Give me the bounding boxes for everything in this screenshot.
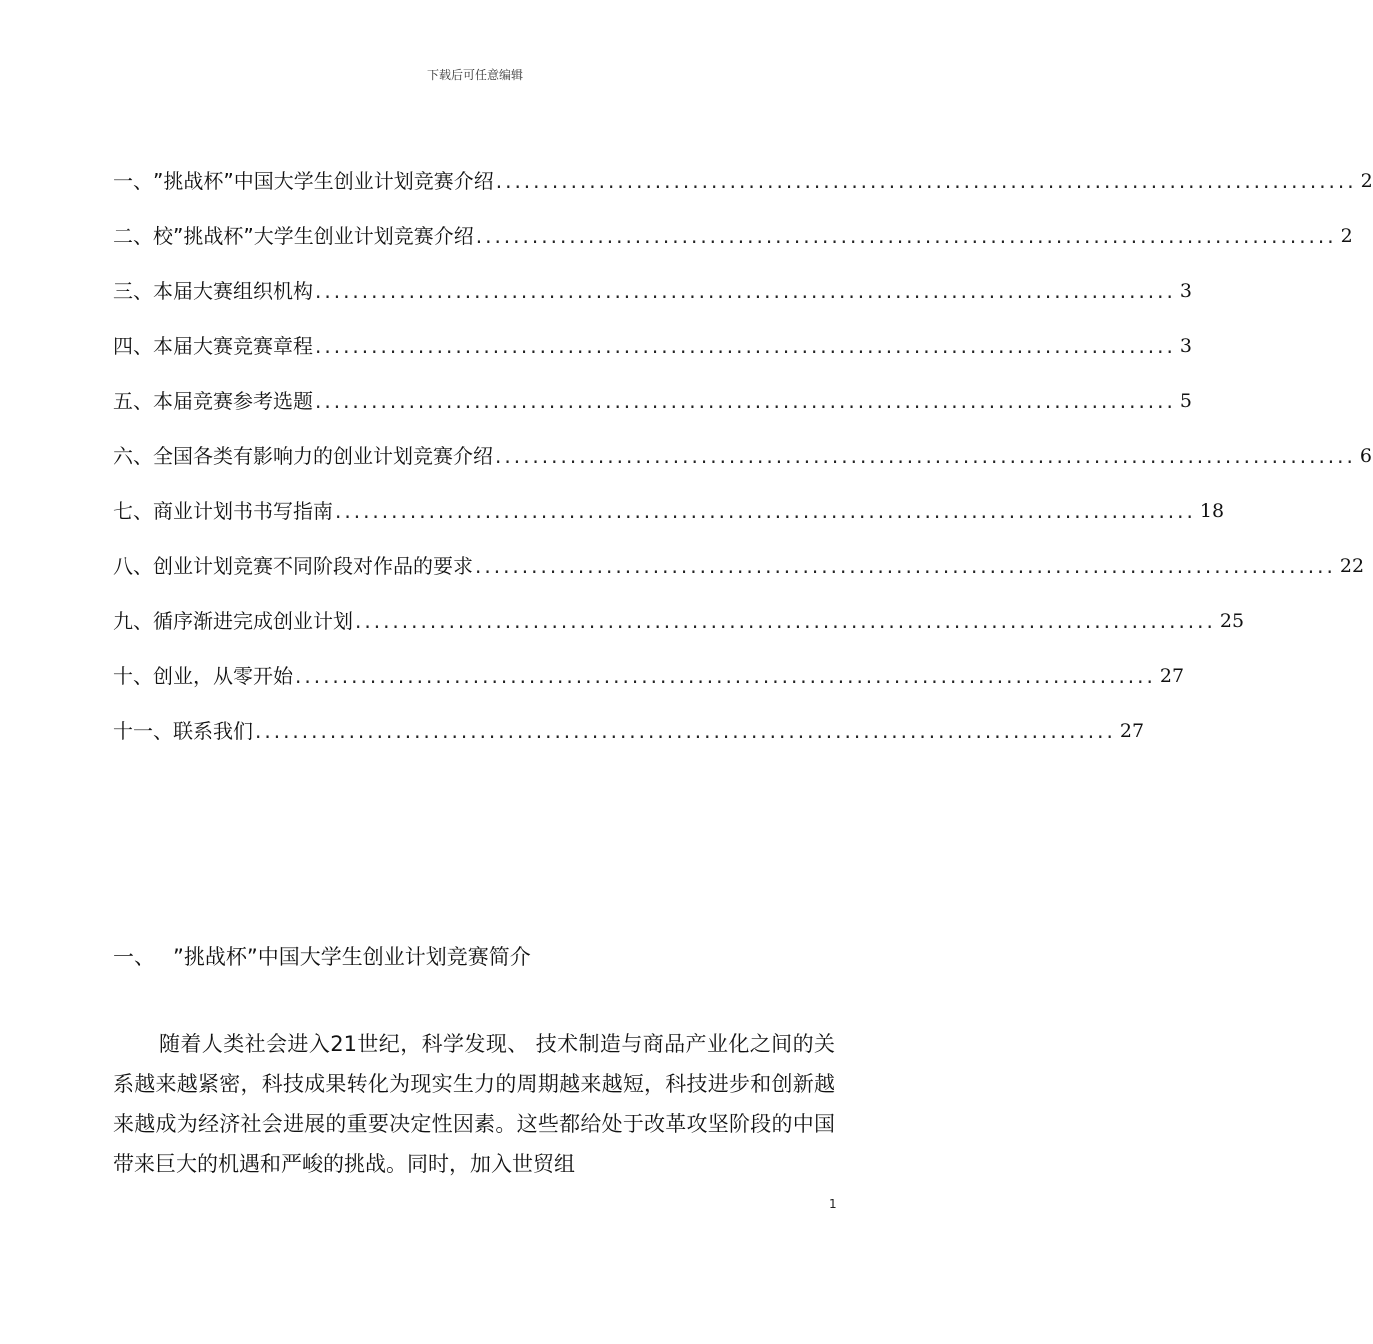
toc-entry-number: 七、 <box>113 498 153 523</box>
toc-entry-title: 本届大赛组织机构 <box>153 278 313 303</box>
toc-entry-title: 全国各类有影响力的创业计划竞赛介绍 <box>153 443 493 468</box>
toc-entry-title: 循序渐进完成创业计划 <box>153 608 353 633</box>
toc-entry-title: 创业计划竞赛不同阶段对作品的要求 <box>153 553 473 578</box>
section-number: 一、 <box>113 945 155 969</box>
toc-entry-number: 十一、 <box>113 718 173 743</box>
toc-leader-dots: ............................................................................................ <box>495 443 1356 468</box>
toc-leader-dots: ............................................................................................ <box>315 278 1176 303</box>
toc-entry[interactable] <box>113 593 1245 648</box>
toc-entry-page: 2 <box>1360 169 1373 192</box>
toc-entry-page: 2 <box>1340 224 1353 247</box>
page-number: 1 <box>829 1197 837 1211</box>
toc-entry-number: 四、 <box>113 333 153 358</box>
toc-leader-dots: ............................................................................................ <box>475 553 1336 578</box>
toc-entry[interactable] <box>113 428 1372 483</box>
section-title: ”挑战杯”中国大学生创业计划竞赛简介 <box>173 945 531 969</box>
toc-entry[interactable] <box>113 703 1145 758</box>
toc-entry-number: 八、 <box>113 553 153 578</box>
toc-entry-title: 创业，从零开始 <box>153 663 293 688</box>
toc-entry-number: 三、 <box>113 278 153 303</box>
toc-entry[interactable] <box>113 483 1225 538</box>
toc-entry-title: 联系我们 <box>173 718 253 743</box>
body-paragraph: 随着人类社会进入21世纪，科学发现、 技术制造与商品产业化之间的关系越来越紧密，科技成果转化为现实生力的周期越来越短，科技进步和创新越来越成为经济社会进展的重要决定性因素。这些都给处于改革攻坚阶段的中国带来巨大的机遇和严峻的挑战。同时，加入世贸组 <box>113 1032 835 1176</box>
toc-leader-dots: ............................................................................................ <box>315 333 1176 358</box>
toc-entry[interactable] <box>113 208 1353 263</box>
toc-entry[interactable] <box>113 373 1192 428</box>
toc-entry-number: 十、 <box>113 663 153 688</box>
toc-entry-page: 3 <box>1179 279 1192 302</box>
toc-entry-page: 6 <box>1359 444 1372 467</box>
section-heading <box>113 941 531 971</box>
toc-entry-page: 25 <box>1219 609 1245 632</box>
table-of-contents <box>113 153 1373 758</box>
toc-leader-dots: ............................................................................................ <box>315 388 1176 413</box>
toc-entry-page: 3 <box>1179 334 1192 357</box>
header-note: 下载后可任意编辑 <box>426 68 523 82</box>
toc-leader-dots: ............................................................................................ <box>495 168 1357 193</box>
toc-leader-dots: ............................................................................................ <box>255 718 1116 743</box>
toc-entry-title: 本届大赛竞赛章程 <box>153 333 313 358</box>
toc-entry[interactable] <box>113 318 1192 373</box>
toc-entry-page: 27 <box>1119 719 1145 742</box>
toc-entry-number: 六、 <box>113 443 153 468</box>
toc-leader-dots: ............................................................................................ <box>335 498 1196 523</box>
toc-entry-title: 校”挑战杯”大学生创业计划竞赛介绍 <box>153 223 474 248</box>
toc-entry-title: 商业计划书书写指南 <box>153 498 333 523</box>
toc-entry-page: 18 <box>1199 499 1225 522</box>
toc-entry-number: 一、 <box>113 168 153 193</box>
toc-entry[interactable] <box>113 648 1185 703</box>
toc-entry[interactable] <box>113 538 1365 593</box>
toc-entry-title: 本届竞赛参考选题 <box>153 388 313 413</box>
toc-leader-dots: ............................................................................................ <box>295 663 1156 688</box>
toc-entry[interactable] <box>113 263 1192 318</box>
toc-entry[interactable] <box>113 153 1373 208</box>
toc-leader-dots: ............................................................................................ <box>475 223 1337 248</box>
toc-entry-number: 二、 <box>113 223 153 248</box>
toc-entry-page: 27 <box>1159 664 1185 687</box>
toc-leader-dots: ............................................................................................ <box>355 608 1216 633</box>
toc-entry-number: 五、 <box>113 388 153 413</box>
toc-entry-number: 九、 <box>113 608 153 633</box>
toc-entry-title: ”挑战杯”中国大学生创业计划竞赛介绍 <box>153 168 494 193</box>
toc-entry-page: 22 <box>1339 554 1365 577</box>
toc-entry-page: 5 <box>1179 389 1192 412</box>
